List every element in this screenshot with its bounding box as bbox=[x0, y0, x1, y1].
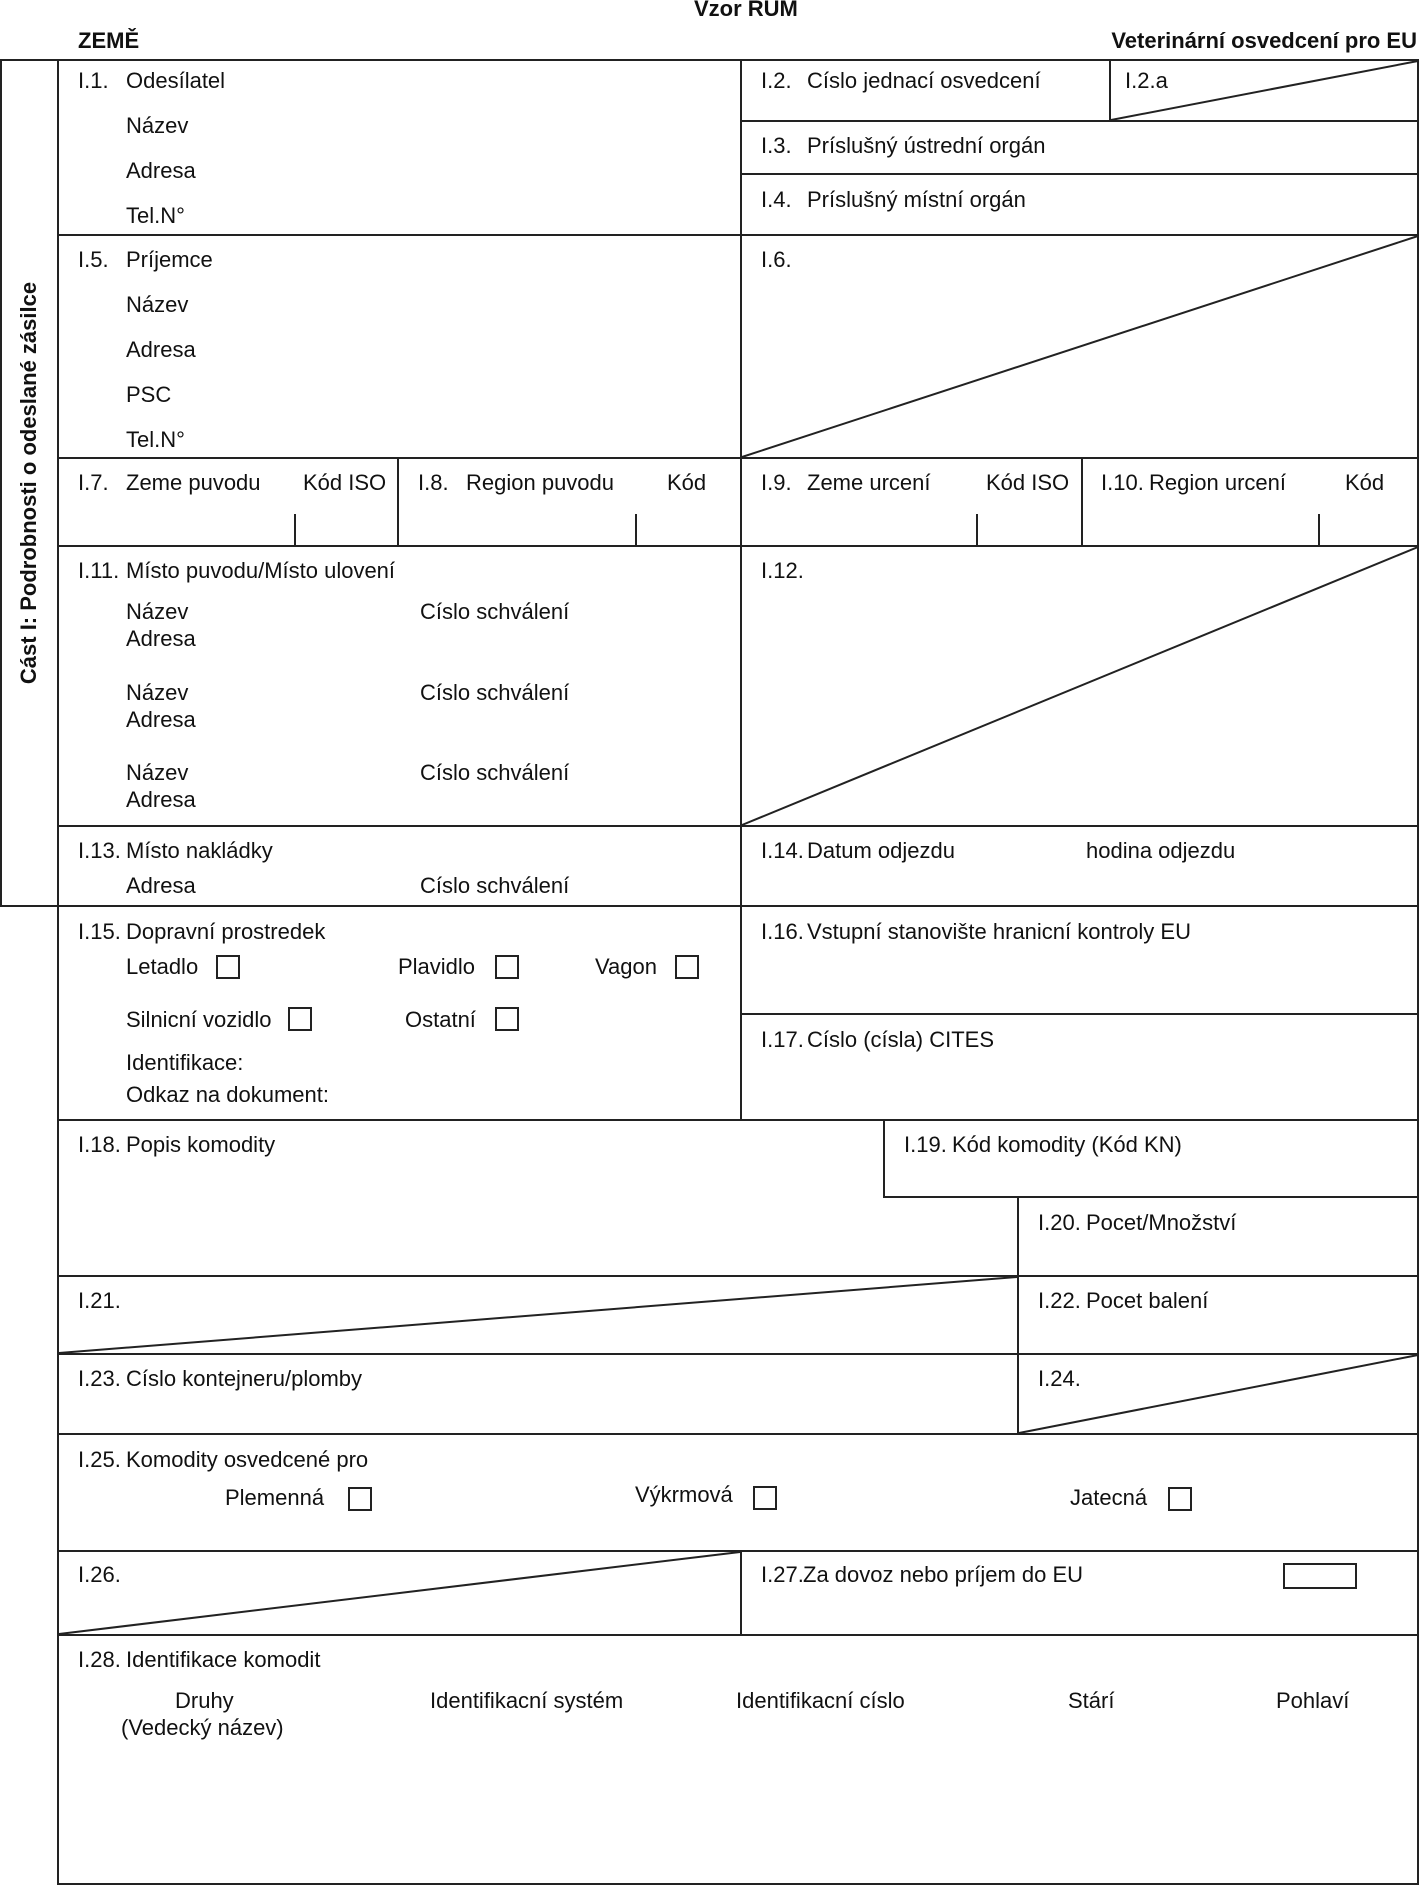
box-I16-title[interactable]: Vstupní stanovište hranicní kontroly EU bbox=[807, 919, 1191, 944]
box-I26-number: I.26. bbox=[78, 1562, 121, 1587]
box-I9-number: I.9. bbox=[761, 470, 792, 495]
box-I17-number: I.17. bbox=[761, 1027, 804, 1052]
box-I22-number: I.22. bbox=[1038, 1288, 1081, 1313]
box-I15-vessel-label: Plavidlo bbox=[398, 954, 476, 979]
box-I25-title: Komodity osvedcené pro bbox=[126, 1447, 369, 1472]
box-I7-number: I.7. bbox=[78, 470, 109, 495]
box-I28-col-id-number: Identifikacní císlo bbox=[736, 1688, 905, 1713]
box-I10-number: I.10. bbox=[1101, 470, 1144, 495]
box-I13-title: Místo nakládky bbox=[126, 838, 273, 863]
box-I14-title[interactable]: Datum odjezdu bbox=[807, 838, 955, 863]
box-I11-row1-address[interactable]: Adresa bbox=[126, 626, 196, 651]
box-I11-number: I.11. bbox=[78, 558, 120, 583]
box-I23-title[interactable]: Císlo kontejneru/plomby bbox=[126, 1366, 363, 1391]
box-I23-number: I.23. bbox=[78, 1366, 121, 1391]
box-I2-title[interactable]: Císlo jednací osvedcení bbox=[807, 68, 1041, 93]
box-I28-col-id-system: Identifikacní systém bbox=[430, 1688, 624, 1713]
box-I28-col-sex: Pohlaví bbox=[1276, 1688, 1350, 1713]
box-I11-row1-name[interactable]: Název bbox=[126, 599, 189, 624]
box-I28-col-age: Stárí bbox=[1068, 1688, 1115, 1713]
box-I22-title[interactable]: Pocet balení bbox=[1086, 1288, 1209, 1313]
box-I15-doc-ref[interactable]: Odkaz na dokument: bbox=[126, 1082, 330, 1107]
box-I14-hour[interactable]: hodina odjezdu bbox=[1086, 838, 1236, 863]
box-I2-number: I.2. bbox=[761, 68, 792, 93]
box-I5-title: Príjemce bbox=[126, 247, 213, 272]
slaughter-checkbox[interactable] bbox=[1168, 1487, 1192, 1511]
box-I11-row3-address[interactable]: Adresa bbox=[126, 787, 196, 812]
box-I1-name-field[interactable]: Název bbox=[126, 113, 189, 138]
box-I5-address-field[interactable]: Adresa bbox=[126, 337, 196, 362]
wagon-checkbox[interactable] bbox=[675, 955, 699, 979]
box-I15-road-label: Silnicní vozidlo bbox=[126, 1007, 272, 1032]
box-I19-number: I.19. bbox=[904, 1132, 947, 1157]
box-I11-row2-name[interactable]: Název bbox=[126, 680, 189, 705]
box-I14-number: I.14. bbox=[761, 838, 804, 863]
box-I15-aircraft-label: Letadlo bbox=[126, 954, 199, 979]
vessel-checkbox[interactable] bbox=[495, 955, 519, 979]
box-I25-number: I.25. bbox=[78, 1447, 121, 1472]
box-I11-row2-approval[interactable]: Císlo schválení bbox=[420, 680, 570, 705]
box-I28-number: I.28. bbox=[78, 1647, 121, 1672]
other-transport-checkbox[interactable] bbox=[495, 1007, 519, 1031]
box-I18-number: I.18. bbox=[78, 1132, 121, 1157]
form-model-label: Vzor RUM bbox=[694, 0, 798, 21]
box-I21-number: I.21. bbox=[78, 1288, 121, 1313]
box-I12-number: I.12. bbox=[761, 558, 804, 583]
box-I9-title[interactable]: Zeme urcení bbox=[807, 470, 931, 495]
box-I1-address-field[interactable]: Adresa bbox=[126, 158, 196, 183]
country-label: ZEMĚ bbox=[78, 28, 140, 53]
box-I11-row3-name[interactable]: Název bbox=[126, 760, 189, 785]
box-I6-number: I.6. bbox=[761, 247, 792, 272]
box-I11-row2-address[interactable]: Adresa bbox=[126, 707, 196, 732]
side-section-label: Cást I: Podrobnosti o odeslané zásilce bbox=[16, 281, 41, 685]
box-I13-number: I.13. bbox=[78, 838, 121, 863]
box-I15-other-label: Ostatní bbox=[405, 1007, 476, 1032]
box-I1-tel-field[interactable]: Tel.N° bbox=[126, 203, 185, 228]
box-I25-fattening-label: Výkrmová bbox=[635, 1482, 733, 1507]
box-I9-code[interactable]: Kód ISO bbox=[986, 470, 1070, 495]
box-I11-row3-approval[interactable]: Císlo schválení bbox=[420, 760, 570, 785]
box-I15-identification[interactable]: Identifikace: bbox=[126, 1050, 244, 1075]
box-I8-code[interactable]: Kód bbox=[667, 470, 707, 495]
box-I3-title[interactable]: Príslušný ústrední orgán bbox=[807, 133, 1046, 158]
box-I27-title: Za dovoz nebo príjem do EU bbox=[803, 1562, 1084, 1587]
box-I16-number: I.16. bbox=[761, 919, 804, 944]
box-I5-tel-field[interactable]: Tel.N° bbox=[126, 427, 185, 452]
certificate-title: Veterinární osvedcení pro EU bbox=[1111, 28, 1417, 53]
box-I8-title[interactable]: Region puvodu bbox=[466, 470, 615, 495]
box-I25-slaughter-label: Jatecná bbox=[1070, 1485, 1148, 1510]
box-I28-title: Identifikace komodit bbox=[126, 1647, 321, 1672]
box-I15-wagon-label: Vagon bbox=[595, 954, 657, 979]
box-I24-number: I.24. bbox=[1038, 1366, 1081, 1391]
box-I17-title[interactable]: Císlo (císla) CITES bbox=[807, 1027, 995, 1052]
box-I4-title[interactable]: Príslušný místní orgán bbox=[807, 187, 1026, 212]
breeding-checkbox[interactable] bbox=[348, 1487, 372, 1511]
box-I28-col-species-sub: (Vedecký název) bbox=[121, 1715, 284, 1740]
box-I1-number: I.1. bbox=[78, 68, 109, 93]
box-I13-address[interactable]: Adresa bbox=[126, 873, 196, 898]
box-I18-title[interactable]: Popis komodity bbox=[126, 1132, 276, 1157]
box-I5-number: I.5. bbox=[78, 247, 109, 272]
box-I5-psc-field[interactable]: PSC bbox=[126, 382, 172, 407]
fattening-checkbox[interactable] bbox=[753, 1486, 777, 1510]
box-I27-entry-field[interactable] bbox=[1283, 1563, 1357, 1589]
aircraft-checkbox[interactable] bbox=[216, 955, 240, 979]
box-I3-number: I.3. bbox=[761, 133, 792, 158]
box-I20-number: I.20. bbox=[1038, 1210, 1081, 1235]
box-I25-breeding-label: Plemenná bbox=[225, 1485, 325, 1510]
box-I4-number: I.4. bbox=[761, 187, 792, 212]
box-I1-title: Odesílatel bbox=[126, 68, 226, 93]
box-I11-row1-approval[interactable]: Císlo schválení bbox=[420, 599, 570, 624]
road-vehicle-checkbox[interactable] bbox=[288, 1007, 312, 1031]
box-I11-title: Místo puvodu/Místo ulovení bbox=[126, 558, 396, 583]
box-I7-code[interactable]: Kód ISO bbox=[303, 470, 387, 495]
box-I2a-number: I.2.a bbox=[1125, 68, 1168, 93]
box-I27-number: I.27. bbox=[761, 1562, 804, 1587]
box-I5-name-field[interactable]: Název bbox=[126, 292, 189, 317]
box-I8-number: I.8. bbox=[418, 470, 449, 495]
box-I15-number: I.15. bbox=[78, 919, 121, 944]
box-I28-col-species: Druhy bbox=[175, 1688, 234, 1713]
box-I10-code[interactable]: Kód bbox=[1345, 470, 1385, 495]
box-I15-title: Dopravní prostredek bbox=[126, 919, 326, 944]
box-I13-approval[interactable]: Císlo schválení bbox=[420, 873, 570, 898]
box-I10-title[interactable]: Region urcení bbox=[1149, 470, 1286, 495]
box-I20-title[interactable]: Pocet/Množství bbox=[1086, 1210, 1237, 1235]
box-I7-title[interactable]: Zeme puvodu bbox=[126, 470, 261, 495]
box-I19-title[interactable]: Kód komodity (Kód KN) bbox=[952, 1132, 1182, 1157]
